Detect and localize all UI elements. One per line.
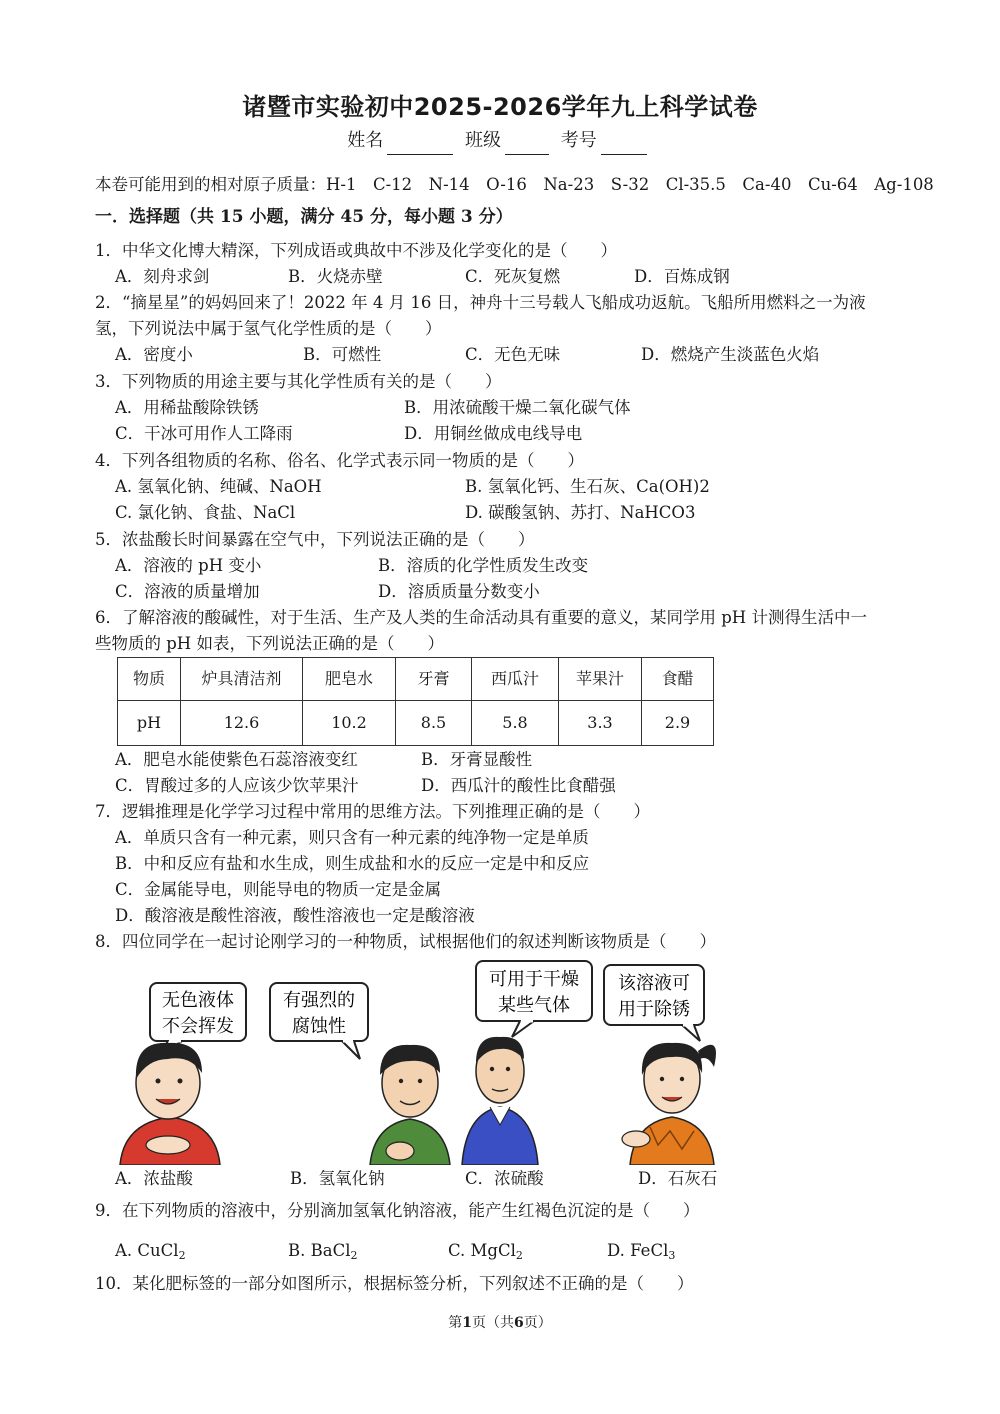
table-cell: 食醋 [642, 658, 714, 701]
q9-option-c-text: C. MgCl [448, 1241, 516, 1260]
bubble4-line1: 该溶液可 [618, 973, 690, 994]
q7-option-b[interactable]: B．中和反应有盐和水生成，则生成盐和水的反应一定是中和反应 [115, 854, 590, 873]
q1-option-c[interactable]: C．死灰复燃 [465, 267, 561, 286]
speech-bubble-4 [604, 965, 704, 1041]
discussion-illustration [110, 955, 870, 1165]
q1-option-b[interactable]: B．火烧赤壁 [288, 267, 383, 286]
footer-page-number: 1 [462, 1315, 472, 1331]
q3-option-a[interactable]: A．用稀盐酸除铁锈 [115, 398, 259, 417]
q9-option-a-text: A. CuCl [115, 1241, 179, 1260]
exam-no-label: 考号 [560, 130, 597, 151]
q5-option-c[interactable]: C．溶液的质量增加 [115, 582, 260, 601]
ph-table [117, 657, 714, 746]
q2-stem-line2: 氢，下列说法中属于氢气化学性质的是（ ） [95, 319, 442, 338]
q2-option-c[interactable]: C．无色无味 [465, 345, 561, 364]
name-blank[interactable] [387, 134, 453, 155]
q5-option-a[interactable]: A．溶液的 pH 变小 [115, 556, 262, 575]
student-3-figure [462, 1037, 538, 1165]
q9-option-d-text: D. FeCl [607, 1241, 669, 1260]
q9-option-d[interactable] [607, 1238, 675, 1264]
q6-option-a[interactable]: A．肥皂水能使紫色石蕊溶液变红 [115, 750, 358, 769]
q5-option-b[interactable]: B．溶质的化学性质发生改变 [378, 556, 589, 575]
q2-option-d[interactable]: D．燃烧产生淡蓝色火焰 [641, 345, 820, 364]
table-cell: 物质 [118, 658, 181, 701]
q5-stem: 5．浓盐酸长时间暴露在空气中，下列说法正确的是（ ） [95, 530, 535, 549]
q7-stem: 7．逻辑推理是化学学习过程中常用的思维方法。下列推理正确的是（ ） [95, 802, 650, 821]
class-label: 班级 [465, 130, 501, 151]
q4-option-d[interactable]: D. 碳酸氢钠、苏打、NaHCO3 [465, 503, 696, 522]
q6-option-b[interactable]: B．牙膏显酸性 [421, 750, 533, 769]
bubble3-line1: 可用于干燥 [489, 969, 579, 990]
q5-option-d[interactable]: D．溶质质量分数变小 [378, 582, 540, 601]
q9-option-a[interactable] [115, 1238, 186, 1264]
q8-stem: 8．四位同学在一起讨论刚学习的一种物质，试根据他们的叙述判断该物质是（ ） [95, 932, 716, 951]
q9-option-d-sub: 3 [668, 1249, 676, 1262]
q4-option-a[interactable]: A. 氢氧化钠、纯碱、NaOH [115, 477, 322, 496]
q9-option-b-text: B. BaCl [288, 1241, 351, 1260]
q8-option-a[interactable]: A．浓盐酸 [115, 1169, 193, 1188]
table-cell: 2.9 [642, 701, 714, 746]
bubble1-line1: 无色液体 [162, 990, 234, 1011]
table-row [118, 658, 714, 701]
page-footer [0, 1310, 1000, 1336]
q9-stem: 9．在下列物质的溶液中，分别滴加氢氧化钠溶液，能产生红褐色沉淀的是（ ） [95, 1201, 700, 1220]
bubble2-line2: 腐蚀性 [292, 1016, 346, 1037]
exam-no-blank[interactable] [601, 134, 647, 155]
q2-option-b[interactable]: B．可燃性 [303, 345, 382, 364]
q9-option-b-sub: 2 [350, 1249, 358, 1262]
exam-title: 诸暨市实验初中2025-2026学年九上科学试卷 [242, 93, 758, 121]
q3-option-c[interactable]: C．干冰可用作人工降雨 [115, 424, 293, 443]
table-cell: 西瓜汁 [472, 658, 559, 701]
bubble3-line2: 某些气体 [498, 995, 570, 1016]
section-heading: 一．选择题（共 15 小题，满分 45 分，每小题 3 分） [95, 207, 513, 227]
footer-total-pages: 6 [514, 1315, 524, 1331]
table-cell: 肥皂水 [303, 658, 396, 701]
table-cell: 3.3 [559, 701, 642, 746]
student-info-line [0, 127, 1000, 155]
class-blank[interactable] [505, 134, 549, 155]
q9-option-b[interactable] [288, 1238, 357, 1264]
q7-option-a[interactable]: A．单质只含有一种元素，则只含有一种元素的纯净物一定是单质 [115, 828, 589, 847]
bubble2-line1: 有强烈的 [283, 990, 355, 1011]
table-cell: 炉具清洁剂 [181, 658, 303, 701]
atomic-masses: 本卷可能用到的相对原子质量：H-1 C-12 N-14 O-16 Na-23 S-32 Cl-35.5 Ca-40 Cu-64 Ag-108 [95, 175, 934, 194]
student-2-figure [370, 1045, 450, 1165]
q8-option-b[interactable]: B．氢氧化钠 [290, 1169, 385, 1188]
table-cell: pH [118, 701, 181, 746]
q3-option-b[interactable]: B．用浓硫酸干燥二氧化碳气体 [404, 398, 631, 417]
q9-option-a-sub: 2 [178, 1249, 186, 1262]
q9-option-c-sub: 2 [515, 1249, 523, 1262]
speech-bubble-2 [270, 983, 368, 1059]
table-cell: 12.6 [181, 701, 303, 746]
q1-option-d[interactable]: D．百炼成钢 [634, 267, 730, 286]
student-4-figure [622, 1043, 716, 1165]
table-cell: 10.2 [303, 701, 396, 746]
q7-option-d[interactable]: D．酸溶液是酸性溶液，酸性溶液也一定是酸溶液 [115, 906, 475, 925]
q1-option-a[interactable]: A．刻舟求剑 [115, 267, 210, 286]
table-cell: 苹果汁 [559, 658, 642, 701]
table-cell: 5.8 [472, 701, 559, 746]
q4-option-b[interactable]: B. 氢氧化钙、生石灰、Ca(OH)2 [465, 477, 710, 496]
footer-pre: 第 [448, 1315, 463, 1331]
table-cell: 8.5 [396, 701, 472, 746]
name-label: 姓名 [347, 130, 384, 151]
table-row [118, 701, 714, 746]
q6-stem-line1: 6．了解溶液的酸碱性，对于生活、生产及人类的生命活动具有重要的意义，某同学用 pH 计测得生活中一 [95, 608, 867, 627]
q7-option-c[interactable]: C．金属能导电，则能导电的物质一定是金属 [115, 880, 442, 899]
footer-mid: 页（共 [472, 1315, 514, 1331]
q2-stem-line1: 2．“摘星星”的妈妈回来了！2022 年 4 月 16 日，神舟十三号载人飞船成功返航。飞船所用燃料之一为液 [95, 293, 866, 312]
q6-option-d[interactable]: D．西瓜汁的酸性比食醋强 [421, 776, 616, 795]
q4-stem: 4．下列各组物质的名称、俗名、化学式表示同一物质的是（ ） [95, 451, 584, 470]
q10-stem: 10．某化肥标签的一部分如图所示，根据标签分析，下列叙述不正确的是（ ） [95, 1274, 694, 1293]
student-1-figure [120, 1043, 220, 1165]
footer-post: 页） [523, 1315, 552, 1331]
q6-stem-line2: 些物质的 pH 如表，下列说法正确的是（ ） [95, 634, 444, 653]
speech-bubble-3 [476, 961, 592, 1037]
q1-stem: 1．中华文化博大精深，下列成语或典故中不涉及化学变化的是（ ） [95, 241, 617, 260]
q3-option-d[interactable]: D．用铜丝做成电线导电 [404, 424, 583, 443]
q4-option-c[interactable]: C. 氯化钠、食盐、NaCl [115, 503, 296, 522]
q6-option-c[interactable]: C．胃酸过多的人应该少饮苹果汁 [115, 776, 359, 795]
bubble4-line2: 用于除锈 [618, 999, 690, 1020]
q8-option-d[interactable]: D．石灰石 [638, 1169, 718, 1188]
table-cell: 牙膏 [396, 658, 472, 701]
q9-option-c[interactable] [448, 1238, 523, 1264]
q3-stem: 3．下列物质的用途主要与其化学性质有关的是（ ） [95, 372, 502, 391]
q8-option-c[interactable]: C．浓硫酸 [465, 1169, 544, 1188]
bubble1-line2: 不会挥发 [162, 1016, 234, 1037]
q2-option-a[interactable]: A．密度小 [115, 345, 193, 364]
